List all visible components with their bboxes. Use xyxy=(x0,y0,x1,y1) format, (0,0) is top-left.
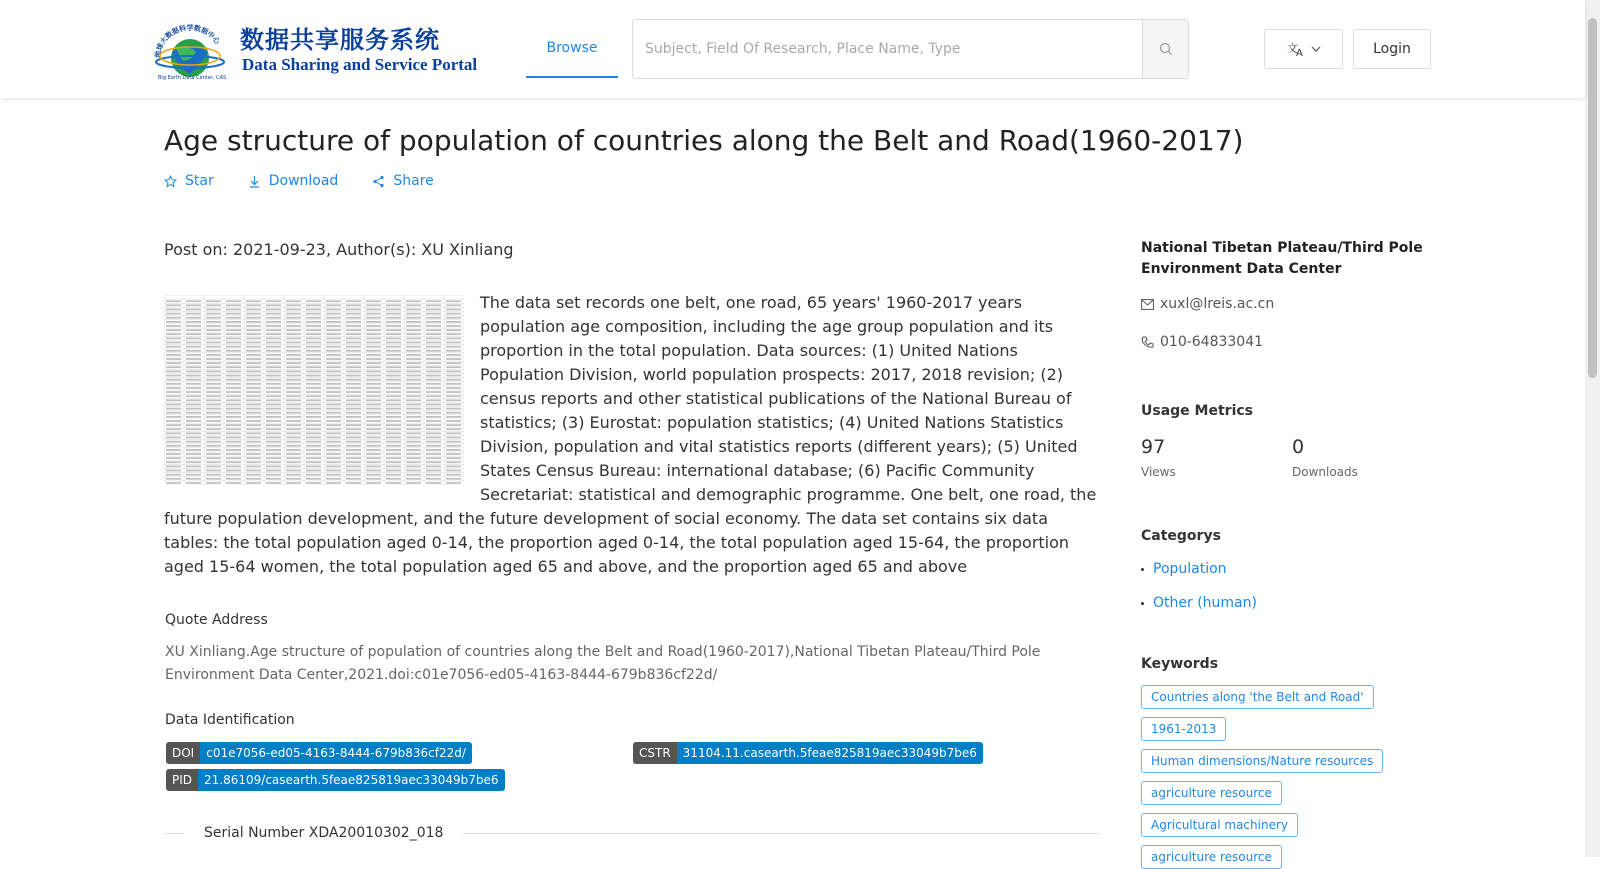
cstr-badge[interactable] xyxy=(633,742,983,764)
nav-browse-tab[interactable]: Browse xyxy=(526,0,618,78)
serial-number: Serial Number XDA20010302_018 xyxy=(204,825,444,841)
doi-badge[interactable] xyxy=(166,742,472,764)
download-button[interactable] xyxy=(248,173,339,189)
keyword-tag[interactable]: Human dimensions/Nature resources xyxy=(1141,749,1383,773)
svg-text:Big Earth Data Center, CAS: Big Earth Data Center, CAS xyxy=(158,75,227,80)
keyword-tag[interactable]: agriculture resource xyxy=(1141,781,1282,805)
mail-icon xyxy=(1141,299,1154,310)
share-icon xyxy=(372,175,385,188)
search-input[interactable] xyxy=(633,20,1143,78)
description-text: The data set records one belt, one road, 65 years' 1960-2017 years population age composition, including the age group population and its proportion in the total population. Data sources: (1) United Nations Population Division, world population prospects: 2017, 2018 revision; (2) census reports and other statistical publications of the National Bureau of statistics; (3) Eurostat: population statistics; (4) United Nations Statistics Division, population and vital statistics reports (different years); (5) United States Census Bureau: international database; (6) Pacific Community Secretariat: statistical and demographic programme. One belt, one road, the future population development, and the future development of social economy. The data set contains six data tables: the total population aged 0-14, the proportion aged 0-14, the total population aged 15-64, the proportion aged 15-64 women, the total population aged 65 and above, and the proportion aged 65 and above xyxy=(164,293,1097,576)
portal-logo[interactable] xyxy=(152,18,478,82)
divider xyxy=(164,833,184,834)
logo-title-cn: 数据共享服务系统 xyxy=(240,25,440,54)
search-icon xyxy=(1159,42,1173,56)
quote-address-text: XU Xinliang.Age structure of population of countries along the Belt and Road(1960-2017),National Tibetan Plateau/Third Pole Environment Data Center,2021.doi:c01e7056-ed05-4163-8444-679b836cf22d/ xyxy=(165,644,1041,683)
keyword-tag[interactable]: agriculture resource xyxy=(1141,845,1282,869)
bullet-icon xyxy=(1141,602,1144,605)
views-count: 97 xyxy=(1141,436,1166,458)
phone-text: 010-64833041 xyxy=(1160,334,1264,350)
svg-text:文: 文 xyxy=(1286,42,1298,55)
cstr-badge-key: CSTR xyxy=(633,742,677,764)
star-icon xyxy=(164,175,177,188)
pid-badge[interactable] xyxy=(166,769,505,791)
views-label: Views xyxy=(1141,465,1176,479)
share-label: Share xyxy=(393,173,434,189)
star-label: Star xyxy=(185,173,214,189)
contact-phone xyxy=(1141,334,1263,350)
search-button[interactable] xyxy=(1142,20,1188,78)
post-info: Post on: 2021-09-23, Author(s): XU Xinliang xyxy=(164,240,514,259)
svg-text:A: A xyxy=(1295,48,1303,57)
chevron-down-icon xyxy=(1311,46,1321,52)
globe-logo-icon xyxy=(152,22,228,80)
category-label: Other (human) xyxy=(1153,595,1257,611)
categories-title: Categorys xyxy=(1141,528,1221,544)
dataset-description xyxy=(164,291,1100,579)
svg-text:地球大数据科学数据中心: 地球大数据科学数据中心 xyxy=(153,23,222,59)
scrollbar-thumb[interactable] xyxy=(1588,18,1597,378)
quote-address-label: Quote Address xyxy=(165,612,268,628)
login-button[interactable]: Login xyxy=(1353,29,1431,69)
usage-metrics-title: Usage Metrics xyxy=(1141,403,1253,419)
keyword-tag[interactable]: Countries along 'the Belt and Road' xyxy=(1141,685,1374,709)
downloads-count: 0 xyxy=(1292,436,1305,458)
data-center-name: National Tibetan Plateau/Third Pole Environment Data Center xyxy=(1141,240,1423,277)
page-scrollbar[interactable] xyxy=(1585,0,1600,857)
top-header xyxy=(0,0,1585,98)
bullet-icon xyxy=(1141,568,1144,571)
contact-email xyxy=(1141,296,1274,312)
language-selector[interactable] xyxy=(1264,29,1343,69)
download-icon xyxy=(248,175,261,188)
dataset-title: Age structure of population of countries along the Belt and Road(1960-2017) xyxy=(164,124,1244,157)
dataset-actions xyxy=(164,173,434,189)
divider xyxy=(463,833,1100,834)
keywords-title: Keywords xyxy=(1141,656,1219,672)
translate-icon xyxy=(1287,41,1305,57)
dataset-thumbnail xyxy=(164,295,464,485)
search-box xyxy=(632,19,1189,79)
downloads-label: Downloads xyxy=(1292,465,1358,479)
category-link[interactable] xyxy=(1141,561,1227,577)
category-link[interactable] xyxy=(1141,595,1257,611)
email-text: xuxl@lreis.ac.cn xyxy=(1160,296,1275,312)
data-identification-label: Data Identification xyxy=(165,712,295,728)
doi-badge-value: c01e7056-ed05-4163-8444-679b836cf22d/ xyxy=(200,742,472,764)
keyword-tag[interactable]: 1961-2013 xyxy=(1141,717,1226,741)
table-preview-image xyxy=(164,295,464,485)
phone-icon xyxy=(1141,336,1154,349)
download-label: Download xyxy=(268,173,339,189)
logo-title-en: Data Sharing and Service Portal xyxy=(242,55,478,74)
star-button[interactable] xyxy=(164,173,214,189)
share-button[interactable] xyxy=(372,173,433,189)
pid-badge-key: PID xyxy=(166,769,198,791)
pid-badge-value: 21.86109/casearth.5feae825819aec33049b7be6 xyxy=(198,769,504,791)
cstr-badge-value: 31104.11.casearth.5feae825819aec33049b7be6 xyxy=(677,742,983,764)
category-label: Population xyxy=(1153,561,1227,577)
keyword-tag[interactable]: Agricultural machinery xyxy=(1141,813,1298,837)
doi-badge-key: DOI xyxy=(166,742,200,764)
